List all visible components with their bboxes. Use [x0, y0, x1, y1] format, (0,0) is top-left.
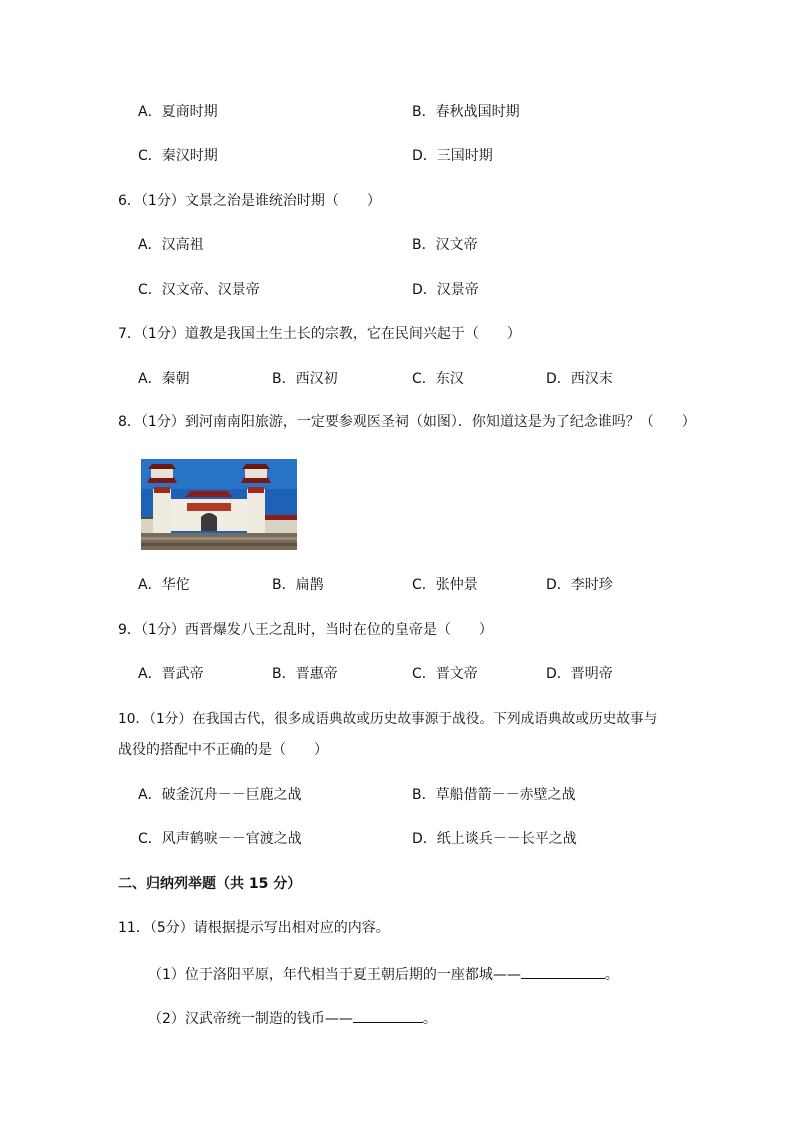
q8-option-c: C．张仲景	[412, 577, 478, 593]
q9-option-a: A．晋武帝	[138, 666, 204, 682]
q11-sub1	[148, 964, 619, 984]
section-title: 二、归纳列举题（共 15 分）	[118, 876, 302, 892]
q5-option-b: B．春秋战国时期	[412, 104, 520, 120]
q9-stem: 9．（1分）西晋爆发八王之乱时，当时在位的皇帝是（ ）	[118, 622, 493, 638]
q5-option-a: A．夏商时期	[138, 104, 218, 120]
q8-option-a: A．华佗	[138, 577, 190, 593]
q11-sub2-text: （2）汉武帝统一制造的钱币——	[148, 1011, 353, 1027]
q7-option-a: A．秦朝	[138, 371, 190, 387]
q6-option-d: D．汉景帝	[412, 282, 479, 298]
q11-sub2-answer-blank[interactable]	[353, 1008, 423, 1023]
q9-option-d: D．晋明帝	[546, 666, 613, 682]
q10-option-b: B．草船借箭－－赤壁之战	[412, 787, 576, 803]
q11-sub2	[148, 1008, 437, 1028]
q10-option-d: D．纸上谈兵－－长平之战	[412, 831, 577, 847]
q6-stem: 6．（1分）文景之治是谁统治时期（ ）	[118, 193, 381, 209]
memorial-hall-photo	[141, 459, 297, 550]
q6-option-a: A．汉高祖	[138, 237, 204, 253]
q10-option-c: C．风声鹤唳－－官渡之战	[138, 831, 302, 847]
q10-stem-line1: 10．（1分）在我国古代，很多成语典故或历史故事源于战役。下列成语典故或历史故事与	[118, 711, 658, 727]
q7-option-d: D．西汉末	[546, 371, 613, 387]
q11-stem: 11．（5分）请根据提示写出相对应的内容。	[118, 920, 390, 936]
q8-option-d: D．李时珍	[546, 577, 613, 593]
q8-option-b: B．扁鹊	[272, 577, 324, 593]
q9-option-c: C．晋文帝	[412, 666, 478, 682]
q6-option-b: B．汉文帝	[412, 237, 478, 253]
q7-option-b: B．西汉初	[272, 371, 338, 387]
q11-sub1-text: （1）位于洛阳平原，年代相当于夏王朝后期的一座都城——	[148, 967, 521, 983]
q5-option-c: C．秦汉时期	[138, 148, 218, 164]
q7-stem: 7．（1分）道教是我国土生土长的宗教，它在民间兴起于（ ）	[118, 326, 521, 342]
q10-option-a: A．破釜沉舟－－巨鹿之战	[138, 787, 302, 803]
q6-option-c: C．汉文帝、汉景帝	[138, 282, 260, 298]
q10-stem-line2: 战役的搭配中不正确的是（ ）	[118, 742, 328, 758]
q7-option-c: C．东汉	[412, 371, 464, 387]
q11-sub1-end: 。	[604, 967, 619, 983]
q5-option-d: D．三国时期	[412, 148, 493, 164]
q8-stem: 8．（1分）到河南南阳旅游，一定要参观医圣祠（如图）．你知道这是为了纪念谁吗？（ ）	[118, 414, 696, 430]
q11-sub2-end: 。	[422, 1011, 437, 1027]
q11-sub1-answer-blank[interactable]	[521, 964, 605, 979]
q9-option-b: B．晋惠帝	[272, 666, 338, 682]
